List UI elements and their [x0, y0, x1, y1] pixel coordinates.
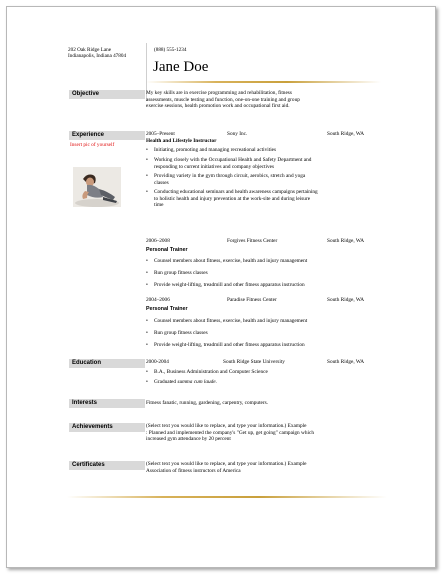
- woman-stretching-image: [73, 167, 121, 207]
- certificates-text: (Select text you would like to replace, and type your information.) Example Association of fitness instructors of America: [146, 461, 307, 474]
- achievements-section-bar: [69, 423, 145, 432]
- list-item: • Initiating, promoting and managing recreational activities: [154, 147, 389, 154]
- objective-heading: Objective: [72, 91, 100, 97]
- experience-heading: Experience: [72, 132, 105, 138]
- list-item: • Providing variety in the gym through circuit, aerobics, stretch and yoga classes: [154, 173, 389, 186]
- footer-rule: [67, 496, 387, 498]
- job-2-company: Forgives Fitness Center: [227, 238, 278, 244]
- address-line-2: Indianapolis, Indiana 47804: [68, 53, 127, 60]
- list-item: • Counsel members about fitness, exercise, health and injury management: [154, 318, 389, 325]
- job-2-dates: 2006–2008: [146, 238, 170, 244]
- list-item: • B.A., Business Administration and Computer Science: [154, 369, 389, 376]
- job-3-location: South Ridge, WA: [327, 297, 365, 303]
- profile-photo[interactable]: [73, 167, 121, 207]
- list-item: • Run group fitness classes: [154, 270, 389, 277]
- achievements-text: (Select text you would like to replace, and type your information.) Example : Planned and implemented the company's "Get up, get going" campaign which increased gym attendance by 20 percent: [146, 423, 314, 443]
- education-dates: 2000-2004: [146, 359, 169, 365]
- phone-number: (888) 555-1234: [154, 47, 187, 53]
- photo-caption: Insert pic of yourself: [70, 142, 115, 148]
- candidate-name: Jane Doe: [153, 59, 209, 75]
- objective-section-bar: [69, 90, 145, 99]
- experience-section-bar: [69, 131, 145, 140]
- address-block: [68, 47, 126, 60]
- education-school: South Ridge State University: [223, 359, 285, 365]
- list-item: • Graduated summa cum laude.: [154, 379, 389, 386]
- objective-text: My key skills are in exercise programming and rehabilitation, fitness assessments, muscle testing and function, one-on-one training and group exercise sessions, health promotion work and occupational first aid.: [146, 90, 300, 110]
- job-2-title: Personal Trainer: [146, 247, 188, 253]
- list-item: • Provide weight-lifting, treadmill and other fitness apparatus instruction: [154, 342, 389, 349]
- interests-section-bar: [69, 399, 145, 408]
- certificates-heading: Certificates: [72, 462, 105, 468]
- job-1-title: Health and Lifestyle Instructor: [146, 138, 217, 144]
- education-location: South Ridge, WA: [327, 359, 365, 365]
- interests-heading: Interests: [72, 400, 98, 406]
- job-2-location: South Ridge, WA: [327, 238, 365, 244]
- achievements-heading: Achievements: [72, 424, 113, 430]
- job-1-location: South Ridge, WA: [327, 131, 365, 137]
- job-3-company: Paradise Fitness Center: [227, 297, 277, 303]
- list-item: • Working closely with the Occupational Health and Safety Department and responding to current initiatives and company objectives: [154, 157, 389, 170]
- job-3-dates: 2004–2006: [146, 297, 170, 303]
- header-rule: [146, 81, 381, 83]
- job-3-title: Personal Trainer: [146, 306, 188, 312]
- address-line-1: 202 Oak Ridge Lane: [68, 47, 112, 53]
- education-section-bar: [69, 359, 145, 368]
- job-1-company: Sony Inc.: [227, 131, 248, 137]
- resume-page: [6, 6, 436, 568]
- list-item: • Provide weight-lifting, treadmill and other fitness apparatus instruction: [154, 282, 389, 289]
- list-item: • Counsel members about fitness, exercise, health and injury management: [154, 258, 389, 265]
- certificates-section-bar: [69, 461, 145, 470]
- education-heading: Education: [72, 360, 102, 366]
- job-1-dates: 2005–Present: [146, 131, 175, 137]
- list-item: • Run group fitness classes: [154, 330, 389, 337]
- list-item: • Conducting educational seminars and health awareness campaigns pertaining to holistic health and injury prevention at the work-site and during leisure time: [154, 189, 389, 209]
- interests-text: Fitness fanatic, running, gardening, carpentry, computers.: [146, 400, 269, 406]
